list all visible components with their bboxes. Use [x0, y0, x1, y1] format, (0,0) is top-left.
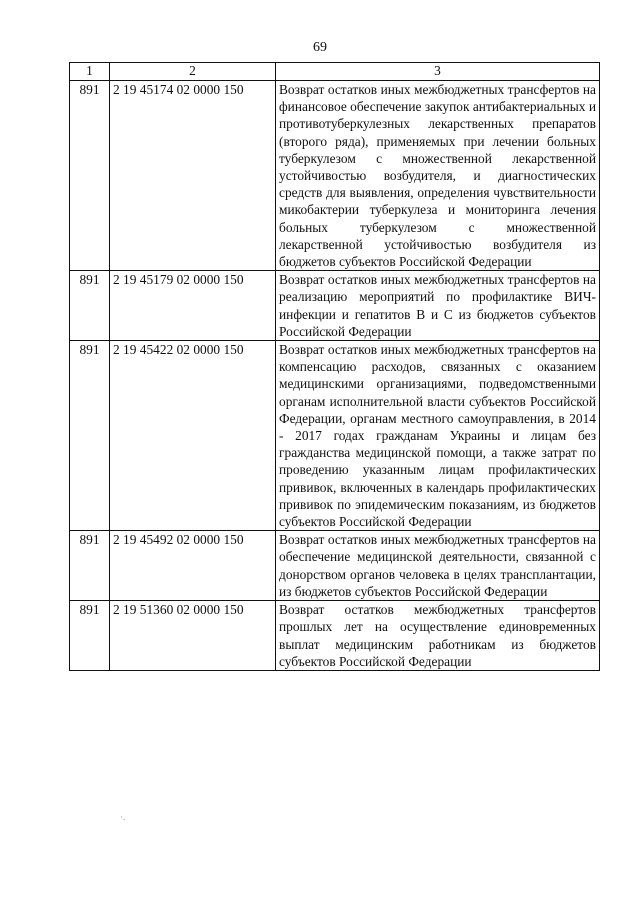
admin-code-cell: 891 — [70, 601, 110, 671]
table-header-row — [70, 63, 600, 81]
description-cell: Возврат остатков иных межбюджетных трансфертов на финансовое обеспечение закупок антибактериальных и противотуберкулезных лекарственных препаратов (второго ряда), применяемых при лечении больных туберкулезом с множественной лекарственной устойчивостью возбудителя, и диагностических средств для выявления, определения чувствительности микобактерии туберкулеза и мониторинга лечения больных туберкулезом с множественной лекарственной устойчивостью возбудителя из бюджетов субъектов Российской Федерации — [276, 81, 600, 271]
admin-code-cell: 891 — [70, 81, 110, 271]
budget-code-cell: 2 19 45174 02 0000 150 — [110, 81, 276, 271]
budget-code-cell: 2 19 45179 02 0000 150 — [110, 271, 276, 341]
page-number: 69 — [313, 40, 327, 55]
table-row — [70, 271, 600, 341]
budget-code-cell: 2 19 51360 02 0000 150 — [110, 601, 276, 671]
description-cell: Возврат остатков межбюджетных трансфертов прошлых лет на осуществление единовременных выплат медицинским работникам из бюджетов субъектов Российской Федерации — [276, 601, 600, 671]
budget-classification-table — [69, 62, 600, 671]
description-cell: Возврат остатков иных межбюджетных трансфертов на обеспечение медицинской деятельности, связанной с донорством органов человека в целях трансплантации, из бюджетов субъектов Российской Федерации — [276, 531, 600, 601]
table-row — [70, 81, 600, 271]
table-row — [70, 601, 600, 671]
admin-code-cell: 891 — [70, 271, 110, 341]
column-header-3: 3 — [276, 63, 600, 81]
admin-code-cell: 891 — [70, 341, 110, 531]
description-cell: Возврат остатков иных межбюджетных трансфертов на компенсацию расходов, связанных с оказанием медицинскими организациями, подведомственными органам исполнительной власти субъектов Российской Федерации, органам местного самоуправления, в 2014 - 2017 годах гражданам Украины и лицам без гражданства медицинской помощи, а также затрат по проведению указанным лицам профилактических прививок, включенных в календарь профилактических прививок по эпидемическим показаниям, из бюджетов субъектов Российской Федерации — [276, 341, 600, 531]
column-header-1: 1 — [70, 63, 110, 81]
column-header-2: 2 — [110, 63, 276, 81]
budget-code-cell: 2 19 45422 02 0000 150 — [110, 341, 276, 531]
admin-code-cell: 891 — [70, 531, 110, 601]
budget-code-cell: 2 19 45492 02 0000 150 — [110, 531, 276, 601]
description-cell: Возврат остатков иных межбюджетных трансфертов на реализацию мероприятий по профилактике ВИЧ-инфекции и гепатитов B и C из бюджетов субъектов Российской Федерации — [276, 271, 600, 341]
scan-speck: ·. — [120, 812, 126, 822]
table-row — [70, 341, 600, 531]
table-row — [70, 531, 600, 601]
